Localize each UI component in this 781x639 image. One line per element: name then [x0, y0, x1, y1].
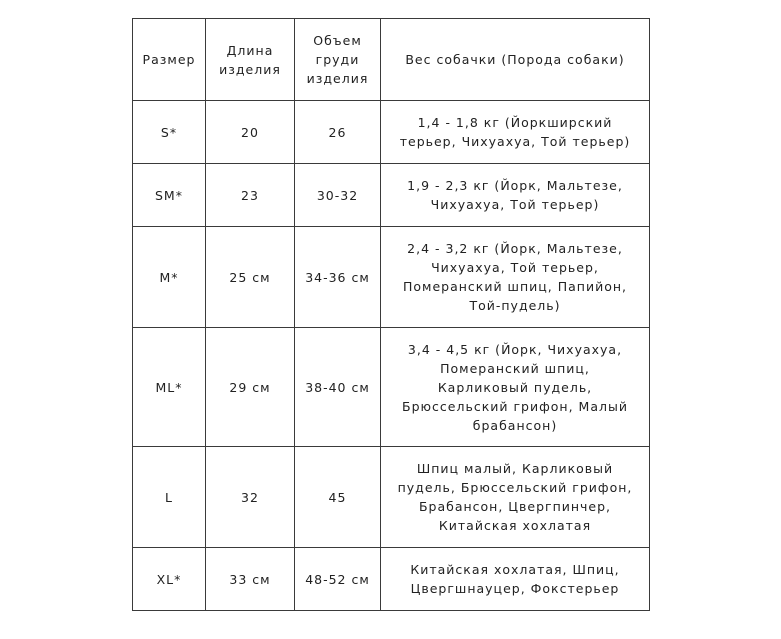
size-chart-table — [132, 18, 650, 611]
table-row — [133, 548, 650, 611]
cell-length: 29 см — [206, 328, 295, 447]
cell-weight-breed: 1,4 - 1,8 кг (Йоркширский терьер, Чихуахуа, Той терьер) — [381, 101, 650, 164]
cell-chest: 34-36 см — [295, 227, 381, 328]
cell-size: S* — [133, 101, 206, 164]
header-length: Длина изделия — [206, 19, 295, 101]
cell-chest: 48-52 см — [295, 548, 381, 611]
cell-weight-breed: 2,4 - 3,2 кг (Йорк, Мальтезе, Чихуахуа, Той терьер, Померанский шпиц, Папийон, Той-пудель) — [381, 227, 650, 328]
table-row — [133, 101, 650, 164]
table-row — [133, 447, 650, 548]
cell-chest: 26 — [295, 101, 381, 164]
table-row — [133, 227, 650, 328]
cell-size: ML* — [133, 328, 206, 447]
table-header-row — [133, 19, 650, 101]
cell-length: 33 см — [206, 548, 295, 611]
table-row — [133, 164, 650, 227]
header-chest: Объем груди изделия — [295, 19, 381, 101]
header-weight-breed: Вес собачки (Порода собаки) — [381, 19, 650, 101]
table-row — [133, 328, 650, 447]
cell-chest: 38-40 см — [295, 328, 381, 447]
cell-length: 32 — [206, 447, 295, 548]
cell-weight-breed: 1,9 - 2,3 кг (Йорк, Мальтезе, Чихуахуа, Той терьер) — [381, 164, 650, 227]
cell-chest: 30-32 — [295, 164, 381, 227]
cell-weight-breed: 3,4 - 4,5 кг (Йорк, Чихуахуа, Померанский шпиц, Карликовый пудель, Брюссельский грифон, Малый брабансон) — [381, 328, 650, 447]
cell-length: 23 — [206, 164, 295, 227]
cell-size: L — [133, 447, 206, 548]
header-size: Размер — [133, 19, 206, 101]
cell-size: SM* — [133, 164, 206, 227]
cell-length: 25 см — [206, 227, 295, 328]
cell-weight-breed: Китайская хохлатая, Шпиц, Цвергшнауцер, Фокстерьер — [381, 548, 650, 611]
cell-size: M* — [133, 227, 206, 328]
cell-length: 20 — [206, 101, 295, 164]
cell-weight-breed: Шпиц малый, Карликовый пудель, Брюссельский грифон, Брабансон, Цвергпинчер, Китайская хохлатая — [381, 447, 650, 548]
cell-size: XL* — [133, 548, 206, 611]
cell-chest: 45 — [295, 447, 381, 548]
